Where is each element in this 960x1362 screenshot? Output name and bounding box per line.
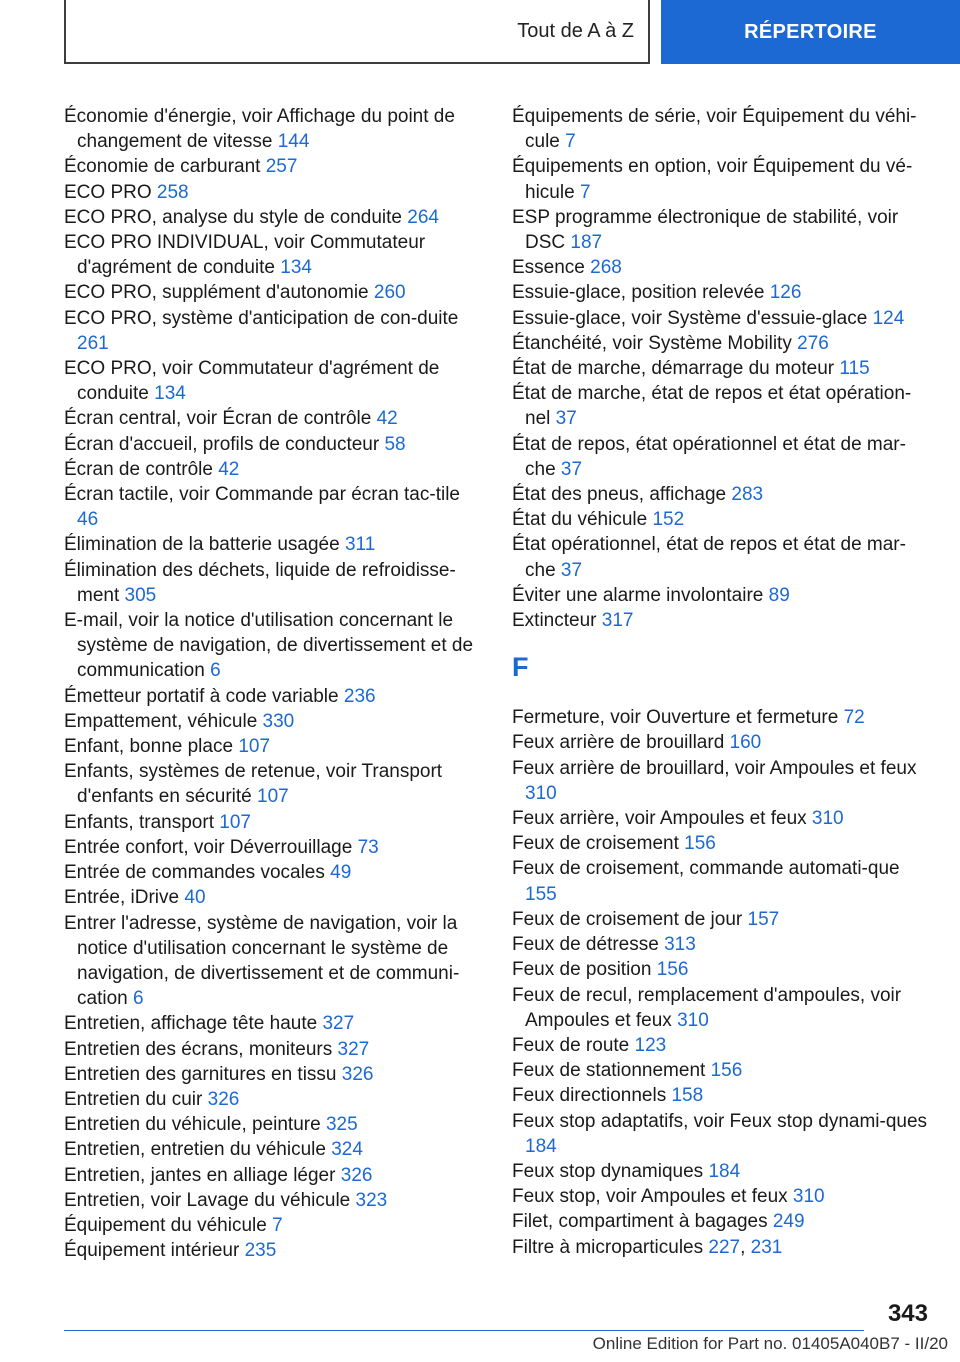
index-term: Équipements de série, voir Équipement du véhi-cule xyxy=(512,106,917,153)
index-group-e xyxy=(512,104,932,633)
page-reference-link[interactable]: 268 xyxy=(590,257,622,279)
index-entry: Filtre à microparticules 227, 231 xyxy=(512,1236,783,1258)
index-entry xyxy=(512,104,932,154)
index-term: ECO PRO, analyse du style de conduite xyxy=(64,206,402,228)
index-entry xyxy=(512,730,932,755)
index-entry xyxy=(64,860,480,885)
index-term: Entretien du cuir xyxy=(64,1088,203,1110)
index-entry xyxy=(512,507,932,532)
index-column-right xyxy=(512,104,932,1260)
index-term: Filtre à microparticules xyxy=(512,1236,704,1258)
page-reference-link[interactable]: 46 xyxy=(77,509,99,531)
index-entry xyxy=(512,532,932,582)
index-entry xyxy=(512,608,932,633)
page-reference-link[interactable]: 7 xyxy=(272,1214,283,1236)
page-reference-link[interactable]: 227 xyxy=(708,1236,741,1258)
index-entry xyxy=(512,205,932,255)
page-reference-link[interactable]: 231 xyxy=(750,1236,783,1258)
page-reference-link[interactable]: 156 xyxy=(710,1060,743,1082)
index-entry xyxy=(512,1109,932,1159)
index-term: Feux de position xyxy=(512,959,652,981)
page-reference-link[interactable]: 7 xyxy=(579,181,591,203)
index-entry xyxy=(64,1137,480,1162)
page-reference-link[interactable]: 313 xyxy=(664,934,696,956)
page-reference-link[interactable]: 184 xyxy=(525,1135,557,1157)
page-reference-link[interactable]: 115 xyxy=(839,358,870,380)
index-entry xyxy=(512,331,932,356)
page-reference-link[interactable]: 310 xyxy=(525,782,557,804)
index-term: ECO PRO, système d'anticipation de con-duite xyxy=(64,307,459,329)
index-term: État opérationnel, état de repos et état de mar-che xyxy=(512,534,906,581)
page-reference-link[interactable]: 326 xyxy=(207,1088,240,1110)
index-entry xyxy=(512,1058,932,1083)
index-entry xyxy=(64,1213,480,1238)
index-column-left xyxy=(64,104,480,1263)
index-entry xyxy=(64,482,480,532)
page-reference-link[interactable]: 235 xyxy=(244,1240,277,1262)
index-term: Feux directionnels xyxy=(512,1085,667,1107)
index-entry xyxy=(64,810,480,835)
index-term: État du véhicule xyxy=(512,509,648,531)
index-entry xyxy=(64,457,480,482)
page-reference-link[interactable]: 264 xyxy=(407,206,439,228)
page-reference-link[interactable]: 324 xyxy=(331,1139,363,1161)
index-entry xyxy=(64,1037,480,1062)
index-term: ECO PRO, voir Commutateur d'agrément de conduite xyxy=(64,358,440,405)
index-entry xyxy=(512,831,932,856)
page-reference-link[interactable]: 144 xyxy=(277,131,310,153)
page-reference-link[interactable]: 249 xyxy=(772,1211,805,1233)
index-term: Extincteur xyxy=(512,610,597,632)
index-entry xyxy=(64,684,480,709)
index-entry xyxy=(64,154,480,179)
header-chapter-label: RÉPERTOIRE xyxy=(744,20,877,43)
index-term: Entretien des écrans, moniteurs xyxy=(64,1038,333,1060)
page-reference-link[interactable]: 7 xyxy=(565,131,576,153)
index-entry xyxy=(64,911,480,1012)
index-entry xyxy=(512,856,932,906)
index-term: Feux stop, voir Ampoules et feux xyxy=(512,1186,788,1208)
page-reference-link[interactable]: 325 xyxy=(325,1114,358,1136)
index-entry xyxy=(64,356,480,406)
index-entry xyxy=(512,432,932,482)
index-term: Feux arrière de brouillard xyxy=(512,732,725,754)
index-entry xyxy=(512,306,932,331)
index-term: Étanchéité, voir Système Mobility xyxy=(512,332,792,354)
index-entry xyxy=(512,705,932,730)
index-entry xyxy=(512,1184,932,1209)
index-entry xyxy=(512,583,932,608)
page-reference-link[interactable]: 326 xyxy=(340,1164,373,1186)
index-entry xyxy=(512,482,932,507)
index-term: État de marche, état de repos et état opération-nel xyxy=(512,383,912,430)
page-reference-link[interactable]: 73 xyxy=(357,836,379,858)
index-term: Enfant, bonne place xyxy=(64,736,234,758)
index-entry xyxy=(512,756,932,806)
index-term: Feux de croisement, commande automati-que xyxy=(512,858,900,880)
page-reference-link[interactable]: 37 xyxy=(555,408,577,430)
page-reference-link[interactable]: 187 xyxy=(570,232,603,254)
index-entry xyxy=(64,734,480,759)
index-term: Entretien, affichage tête haute xyxy=(64,1013,318,1035)
index-term: Élimination de la batterie usagée xyxy=(64,534,340,556)
index-term: ECO PRO, supplément d'autonomie xyxy=(64,282,369,304)
page-reference-link[interactable]: 72 xyxy=(843,707,865,729)
page-reference-link[interactable]: 126 xyxy=(769,282,802,304)
index-term: Équipement intérieur xyxy=(64,1240,240,1262)
index-entry xyxy=(64,558,480,608)
index-entry xyxy=(512,1209,932,1234)
page-reference-link[interactable]: 152 xyxy=(652,509,685,531)
page-reference-link[interactable]: 323 xyxy=(355,1189,388,1211)
page-reference-link[interactable]: 89 xyxy=(768,584,790,606)
index-term: Économie d'énergie, voir Affichage du point de changement de vitesse xyxy=(64,106,455,153)
page-reference-link[interactable]: 58 xyxy=(384,433,406,455)
index-term: Écran d'accueil, profils de conducteur xyxy=(64,433,380,455)
index-term: Entrée de commandes vocales xyxy=(64,862,325,884)
index-entry xyxy=(64,406,480,431)
index-term: État de repos, état opérationnel et état de mar-che xyxy=(512,433,906,480)
page-reference-link[interactable]: 330 xyxy=(262,710,295,732)
page-reference-link[interactable]: 42 xyxy=(218,458,240,480)
page-reference-link[interactable]: 107 xyxy=(257,786,289,808)
index-term: Équipement du véhicule xyxy=(64,1214,267,1236)
index-entry xyxy=(64,180,480,205)
index-term: Écran tactile, voir Commande par écran tac-tile xyxy=(64,484,460,506)
page-reference-link[interactable]: 184 xyxy=(708,1160,741,1182)
page-reference-link[interactable]: 155 xyxy=(525,883,557,905)
page-reference-link[interactable]: 310 xyxy=(811,808,844,830)
index-entry xyxy=(64,1062,480,1087)
index-entry xyxy=(64,885,480,910)
index-entry xyxy=(64,1163,480,1188)
index-term: Entretien des garnitures en tissu xyxy=(64,1063,337,1085)
index-term: Essuie-glace, voir Système d'essuie-glace xyxy=(512,307,868,329)
index-term: Feux de détresse xyxy=(512,934,659,956)
index-term: Feux arrière de brouillard, voir Ampoules et feux xyxy=(512,757,917,779)
index-term: Enfants, transport xyxy=(64,811,214,833)
index-entry xyxy=(64,532,480,557)
section-letter: F xyxy=(512,652,529,683)
index-entry xyxy=(64,280,480,305)
page-number: 343 xyxy=(887,1300,928,1327)
page-reference-link[interactable]: 6 xyxy=(132,988,144,1010)
index-entry xyxy=(512,280,932,305)
index-entry xyxy=(64,306,480,356)
index-term: ECO PRO INDIVIDUAL, voir Commutateur d'agrément de conduite xyxy=(64,232,426,279)
index-entry xyxy=(512,983,932,1033)
page-reference-link[interactable]: 124 xyxy=(872,307,905,329)
page-reference-link[interactable]: 134 xyxy=(154,383,186,405)
page-reference-link[interactable]: 123 xyxy=(634,1034,667,1056)
index-term: Feux stop adaptatifs, voir Feux stop dynami-ques xyxy=(512,1110,928,1132)
index-term: Économie de carburant xyxy=(64,156,261,178)
page-reference-link[interactable]: 327 xyxy=(322,1013,355,1035)
index-term: E-mail, voir la notice d'utilisation concernant le système de navigation, de divertissement et de communication xyxy=(64,610,474,682)
index-term: Écran de contrôle xyxy=(64,458,213,480)
index-term: Feux de route xyxy=(512,1034,630,1056)
index-term: Entrer l'adresse, système de navigation, voir la notice d'utilisation concernant le système de navigation, de divertissement et de communi-cation xyxy=(64,912,460,1010)
index-term: Feux arrière, voir Ampoules et feux xyxy=(512,808,807,830)
index-entry xyxy=(512,957,932,982)
page-reference-link[interactable]: 6 xyxy=(210,660,221,682)
page-reference-link[interactable]: 276 xyxy=(797,332,829,354)
index-term: Filet, compartiment à bagages xyxy=(512,1211,768,1233)
page-reference-link[interactable]: 37 xyxy=(560,458,583,480)
index-entry xyxy=(64,709,480,734)
index-term: Équipements en option, voir Équipement du vé-hicule xyxy=(512,156,913,203)
footer-divider xyxy=(64,1330,864,1331)
index-term: Fermeture, voir Ouverture et fermeture xyxy=(512,707,839,729)
header-chapter-tab xyxy=(661,0,960,64)
index-group-f xyxy=(512,705,932,1259)
index-term: Feux de recul, remplacement d'ampoules, voir Ampoules et feux xyxy=(512,984,902,1031)
index-term: Essence xyxy=(512,257,585,279)
index-entry xyxy=(512,1159,932,1184)
index-entry xyxy=(64,432,480,457)
index-term: Enfants, systèmes de retenue, voir Transport d'enfants en sécurité xyxy=(64,761,443,808)
index-term: Écran central, voir Écran de contrôle xyxy=(64,408,372,430)
header-section-tab xyxy=(64,0,650,64)
index-entry xyxy=(512,806,932,831)
page-reference-link[interactable]: 160 xyxy=(729,732,762,754)
index-entry xyxy=(64,104,480,154)
page-reference-link[interactable]: 107 xyxy=(219,811,251,833)
page-reference-link[interactable]: 107 xyxy=(238,736,271,758)
index-entry xyxy=(64,230,480,280)
page-reference-link[interactable]: 311 xyxy=(344,534,376,556)
page-reference-link[interactable]: 305 xyxy=(124,584,157,606)
index-entry xyxy=(512,1083,932,1108)
index-term: Entretien du véhicule, peinture xyxy=(64,1114,321,1136)
index-term: Entretien, jantes en alliage léger xyxy=(64,1164,336,1186)
index-term: Feux de stationnement xyxy=(512,1060,706,1082)
page-reference-link[interactable]: 49 xyxy=(330,862,352,884)
index-entry xyxy=(512,381,932,431)
index-term: Entretien, entretien du véhicule xyxy=(64,1139,326,1161)
page-reference-link[interactable]: 40 xyxy=(184,887,206,909)
index-term: Feux stop dynamiques xyxy=(512,1160,704,1182)
index-term: Essuie-glace, position relevée xyxy=(512,282,765,304)
index-term: Éviter une alarme involontaire xyxy=(512,584,764,606)
index-entry xyxy=(512,1033,932,1058)
index-entry xyxy=(64,1087,480,1112)
index-term: ECO PRO xyxy=(64,181,152,203)
index-term: ESP programme électronique de stabilité, voir DSC xyxy=(512,206,899,254)
index-entry xyxy=(512,932,932,957)
index-term: Entrée, iDrive xyxy=(64,887,180,909)
page-reference-link[interactable]: 156 xyxy=(684,833,716,855)
page-reference-link[interactable]: 258 xyxy=(156,181,189,203)
footer-edition: Online Edition for Part no. 01405A040B7 - II/20 xyxy=(592,1334,948,1353)
page-reference-link[interactable]: 257 xyxy=(265,156,298,178)
page-reference-link[interactable]: 310 xyxy=(677,1009,709,1031)
index-entry xyxy=(64,1238,480,1263)
index-term: Élimination des déchets, liquide de refroidisse-ment xyxy=(64,559,456,606)
index-entry xyxy=(512,255,932,280)
index-entry xyxy=(64,835,480,860)
page-reference-link[interactable]: 310 xyxy=(792,1186,825,1208)
index-entry xyxy=(64,608,480,684)
page-reference-link[interactable]: 156 xyxy=(656,959,689,981)
index-term: État des pneus, affichage xyxy=(512,484,727,506)
page-reference-link[interactable]: 134 xyxy=(280,257,312,279)
page-reference-link[interactable]: 261 xyxy=(77,332,109,354)
index-entry xyxy=(512,356,932,381)
page-reference-link[interactable]: 158 xyxy=(671,1085,704,1107)
index-term: Feux de croisement xyxy=(512,833,679,855)
index-term: Entrée confort, voir Déverrouillage xyxy=(64,836,353,858)
header-section-label: Tout de A à Z xyxy=(517,19,634,42)
index-term: Empattement, véhicule xyxy=(64,710,258,732)
index-term: État de marche, démarrage du moteur xyxy=(512,358,835,380)
page-reference-link[interactable]: 326 xyxy=(341,1063,374,1085)
index-entry xyxy=(64,759,480,809)
index-term: Entretien, voir Lavage du véhicule xyxy=(64,1189,351,1211)
page-reference-link[interactable]: 327 xyxy=(337,1038,370,1060)
page-reference-link[interactable]: 260 xyxy=(373,282,406,304)
index-entry xyxy=(512,154,932,204)
page-reference-link[interactable]: 42 xyxy=(376,408,398,430)
index-entry xyxy=(64,205,480,230)
page-reference-link[interactable]: 317 xyxy=(601,610,634,632)
index-entry xyxy=(64,1112,480,1137)
index-entry xyxy=(64,1011,480,1036)
index-entry xyxy=(64,1188,480,1213)
page-reference-link[interactable]: 37 xyxy=(560,559,583,581)
index-term: Feux de croisement de jour xyxy=(512,908,743,930)
index-entry xyxy=(512,907,932,932)
page-reference-link[interactable]: 236 xyxy=(343,685,376,707)
page-reference-link[interactable]: 157 xyxy=(747,908,780,930)
page-reference-link[interactable]: 283 xyxy=(731,484,764,506)
index-term: Émetteur portatif à code variable xyxy=(64,685,339,707)
